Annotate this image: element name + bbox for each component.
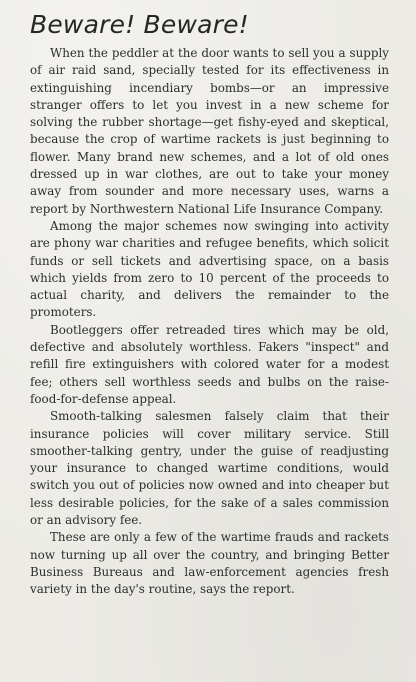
article-body (30, 45, 389, 599)
paragraph-5: These are only a few of the wartime frauds and rackets now turning up all over the country, and bringing Better Business Bureaus and law-enforcement agencies fresh variety in the day's routine, says the report. (30, 530, 389, 597)
paragraph-2: Among the major schemes now swinging into activity are phony war charities and refugee benefits, which solicit funds or sell tickets and advertising space, on a basis which yields from zero to 10 percent of the proceeds to actual charity, and delivers the remainder to the promoters. (30, 218, 389, 320)
paragraph-3: Bootleggers offer retreaded tires which may be old, defective and absolutely worthless. Fakers "inspect" and refill fire extinguishers with colored water for a modest fee; others sell worthless seeds and bulbs on the raise-food-for-defense appeal. (30, 322, 389, 406)
paragraph-4: Smooth-talking salesmen falsely claim that their insurance policies will cover military service. Still smoother-talking gentry, under the guise of readjusting your insurance to changed wartime conditions, would switch you out of policies now owned and into cheaper but less desirable policies, for the sake of a sales commission or an advisory fee. (30, 409, 389, 528)
paragraph-1: When the peddler at the door wants to sell you a supply of air raid sand, specially tested for its effectiveness in extinguishing incendiary bombs—or an impressive stranger offers to let you invest in a new scheme for solving the rubber shortage—get fishy-eyed and skeptical, because the crop of wartime rackets is just beginning to flower. Many brand new schemes, and a lot of old ones dressed up in war clothes, are out to take your money away from sounder and more necessary uses, warns a report by Northwestern National Life Insurance Company. (30, 46, 389, 216)
headline: Beware! Beware! (30, 10, 249, 39)
